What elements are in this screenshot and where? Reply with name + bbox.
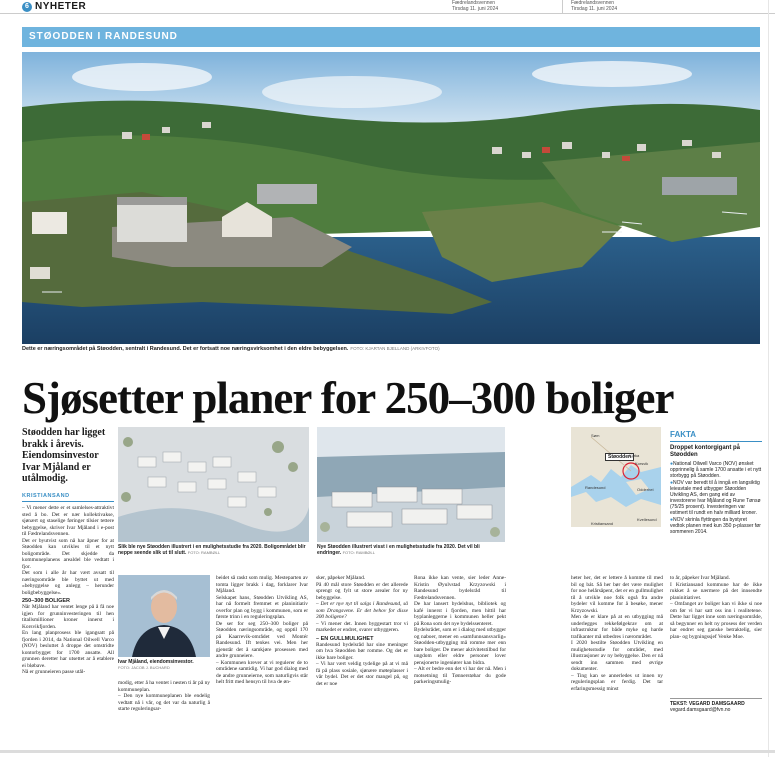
fakta-item: ● National Oilwell Varco (NOV) ønsket opprinnelig å samle 1700 ansatte i et nytt storbygg på Støodden.: [670, 461, 762, 479]
render-image-1: [118, 427, 309, 542]
folio-left: Fædrelandsvennen Tirsdag 11. juni 2024: [452, 0, 499, 12]
main-photo-caption: Dette er næringsområdet på Støodden, sentralt i Randesund. Det er fortsatt noe næringsvirksomhet i den eldre bebyggelsen. FOTO: KJARTAN BJELLAND (ARKIVFOTO): [22, 346, 440, 352]
text-column-1: – Vi mener dette er et samlelses-attraktivt sted å bo. Det er nær kollektivakse, sjønært og staselige føringer tilsier tettere bebyggelse, skriver Ivar Mjåland i e-post til Fædrelandsvennen. Det er byutvist som nå har åpner for at Støodden kan utvikles til et nytt boligområde. Det skjedde da kommuneplanens arealdel ble vedtatt i fjor. Det som i alle år har vært avsatt til næringsområde ble byttet ut med «bebyggelse og anlegg – herunder boligbebyggelse». 250–300 BOLIGER Når Mjåland har ventet lenge på å få noe igjen for grunninvesteringen til hen titallsmillioner kroner innerst i Korsvikfjorden. En lang planprosess ble igangsatt på fjorden i 2014, da National Oilwell Varco (NOV) besluttet å droppe det omstridte kontorbygget for 1700 ansatte. All grunnen deretter har utsettet ar å etablere ei bløbave. Nå er grunneieren passe utål-: [22, 505, 114, 675]
subheading: – EN GULLMULIGHET: [316, 635, 374, 642]
fakta-title: FAKTA: [670, 430, 762, 442]
render-2-caption: Nye Støodden illustrert visst i en mulighetsstudie fra 2020. Det vil bli endringer. FOTO: RAMBØLL: [317, 544, 480, 556]
subheading: 250–300 BOLIGER: [22, 598, 70, 604]
locator-map: Søm Støodden Korsvik Kjøka Randesund Odderhei Kristiansand Kvellesund: [571, 427, 661, 527]
render-1-caption: Slik ble nye Støodden illustrert i en mulighetsstudie fra 2020. Boligområdet blir neppe seende slik ut til slutt. FOTO: RAMBØLL: [118, 544, 306, 556]
aerial-photo-image: [22, 52, 760, 344]
section-label: NYHETER: [35, 1, 87, 12]
page-bottom-rule: [0, 750, 775, 753]
kicker-bar: [22, 27, 760, 47]
photo-credit: FOTO: KJARTAN BJELLAND (ARKIVFOTO): [350, 346, 440, 351]
text-column-6: heter her, det er lettere å komme til med bil og bát. Så her bør det være mulighet for noe helårsåpent, det er en gullmulighet til å utvikle noe folk også fra andre bydeler vil komme for å besøke, mener Krzyzowski. Men de er klare på at en utbygging må underlegges rekkefølgekrav om at infrastruktur for både myke og harde trafikanter må utbedres i nærområdet. I 2020 bestilte Støodden Utvikling en mulighetsstudie for området, med illustrasjoner av ny bebyggelse. Den er nå sendt inn sammen med øvrige dokumenter. – Ting kan se annerledes ut innen ny reguleringsplan er ferdig. Det tar erfaringsmessig minst: [571, 575, 663, 692]
page-gutter: [562, 0, 563, 14]
ingress: Støodden har ligget brakk i årevis. Eiendomsinvestor Ivar Mjåland er utålmodig.: [22, 427, 106, 484]
text-column-2: modig, etter å ha ventet i nesten ti år på ny kommuneplan. – Den nye kommuneplanen ble endelig vedtatt nå i vår, og det var da naturlig å starte reguleringsar-: [118, 680, 210, 712]
fakta-item: ● NOV skrinla flyttingen da bystyret vedtok planen med kun 350 p-plasser før sommeren 2014.: [670, 517, 762, 535]
illustration-aerial-1: [118, 427, 309, 542]
portrait-photo: [118, 575, 210, 657]
headline: Sjøsetter planer for 250–300 boliger: [22, 373, 674, 423]
text-column-5: Rona ikke kan vente, sier leder Anne-Kristin Øyulvstad Krzyzowski i Randesund bydelsråd til Fædrelandsvennen. De har lansert bydelshus, bibliotek og kafé innerst i fjorden, men hittil har byplanleggerne i kommunen heller pekt på Rona som det nye bydelssenteret. Bydelsrådet, som er i dialog med utbygger og naboer, mener en «samfunnsansvarlig» Støodden-utbygging må romme mer enn bare boliger. De mener aktivitetstilbud for ungdom eller eldre personer lover pensjonerte ingeniører kan bidra. – Alt er bedre enn det vi har der nå. Men i motsetning til Tønnerstøhar du gode parkeringsmulig-: [414, 575, 506, 685]
map-image: [571, 427, 661, 527]
portrait-caption: Ivar Mjåland, eiendomsinvestor. FOTO: JACOB J. BUCHARD: [118, 659, 194, 670]
map-marker-label: Støodden: [605, 453, 634, 461]
fakta-list: [670, 461, 762, 536]
main-photo: [22, 52, 760, 344]
text-column-4: sker, påpeker Mjåland. På 40 mål store Støodden er det allerede sprengt og fylt ut store arealer for ny bebyggelse. – Det er nye nyt til salgs i Randesund, så som Drangsvene. Er det behov for disse 300 boligene? – Vi mener det. Innen byggestart tror vi markedet er endret, svarer utbyggeren. – EN GULLMULIGHET Randesund bydelsråd har sine meninger om hva Støodden bør romme. Og det er ikke bare boliger. – Vi har vært veldig tydelige på at vi må få på plass sosiale, sjønære møteplasser i vår bydel. Det er det stor mangel på, og det er noe: [316, 575, 408, 687]
illustration-aerial-2: [317, 427, 505, 542]
author-email[interactable]: vegard.damsgaard@fvn.no: [670, 707, 731, 713]
folio-right: Fædrelandsvennen Tirsdag 11. juni 2024: [571, 0, 618, 12]
text-column-3: beidet så raskt som mulig. Mesteparten av tomta ligger brakk i dag, forklarer Ivar Mjåland. Selskapet hans, Støodden Utvikling AS, har nå formelt fremmet et planinitiativ overfor plan og bygg i kommunen, som er første trinn i en reguleringsplan. De ser for seg 250–300 boliger på Støodden næringsområde, og opptil 170 på Kaarrevik-området ved Montér Randesund. Ift tenkes vei. Men her gjenstår det å samkjøre prosessen med andre grunneiere. – Kommunen krever at vi regulerer de to områdene samtidig. Vi har god dialog med de andre grunneierne, som naturligvis står helt fritt med hensyn til hva de øn-: [216, 575, 308, 685]
kicker-text: STØODDEN I RANDESUND: [29, 31, 178, 42]
page-header: [0, 0, 775, 14]
render-image-2: [317, 427, 505, 542]
portrait-image: [118, 575, 210, 657]
author-credit: TEKST: VEGARD DAMSGAARD vegard.damsgaard@fvn.no: [670, 698, 762, 713]
fakta-item: ● NOV var beredt til å inngå en langsiktig leieavtale med utbygger Støodden Utvikling AS, den gang eid av investorene Ivar Mjåland og Rune Tønsø (75/25 prosent). Investeringen var estimert til rundt en halv milliard kroner.: [670, 480, 762, 516]
text-column-7: to år, påpeker Ivar Mjåland. I Kristiansand kommune har de ikke rukket å se nærmere på det innsendte planinitiativet. – Omfanget av boliger kan vi ikke si noe om før vi har satt oss inn i realitetene. Dette har ligget inne som næringsområde, så begynner en helt ny prosess der verden har endret seg ganske betraktelig, sier plan- og bygningssjef Venke Moe.: [670, 575, 762, 640]
page-edge: [768, 0, 769, 757]
byline: KRISTIANSAND: [22, 493, 114, 502]
section-badge-icon: 6: [22, 2, 32, 12]
fakta-heading: Droppet kontorgigant på Støodden: [670, 445, 740, 458]
